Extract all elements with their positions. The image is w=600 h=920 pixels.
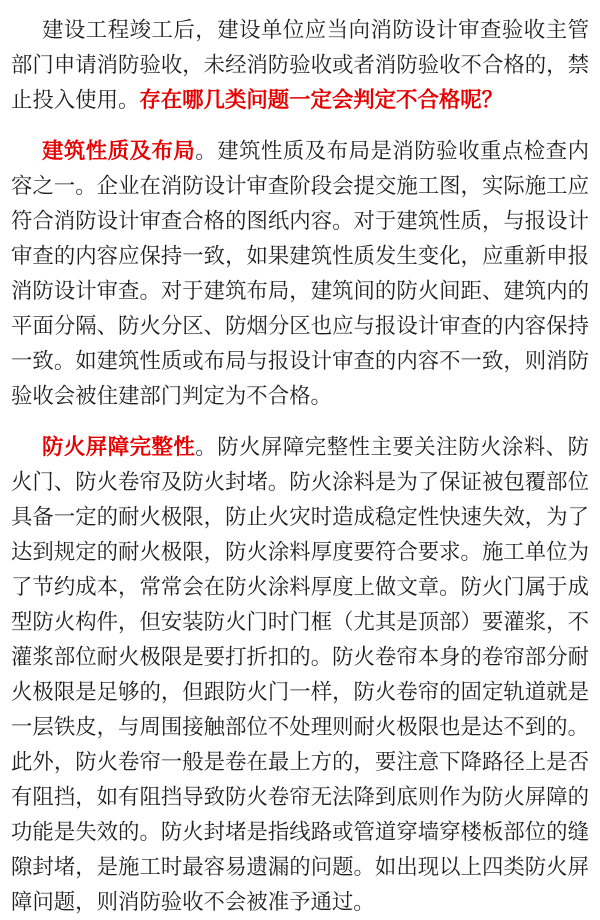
section-body-fire-barrier: 。防火屏障完整性主要关注防火涂料、防火门、防火卷帘及防火封堵。防火涂料是为了保证被包覆部位具备一定的耐火极限，防止火灾时造成稳定性快速失效，为了达到规定的耐火极限，防火涂料厚度要符合要求。施工单位为了节约成本，常常会在防火涂料厚度上做文章。防火门属于成型防火构件，但安装防火门时门框（尤其是顶部）要灌浆，不灌浆部位耐火极限是要打折扣的。防火卷帘本身的卷帘部分耐火极限是足够的，但跟防火门一样，防火卷帘的固定轨道就是一层铁皮，与周围接触部位不处理则耐火极限也是达不到的。此外，防火卷帘一般是卷在最上方的，要注意下降路径上是否有阻挡，如有阻挡导致防火卷帘无法降到底则作为防火屏障的功能是失效的。防火封堵是指线路或管道穿墙穿楼板部位的缝隙封堵，是施工时最容易遗漏的问题。如出现以上四类防火屏障问题，则消防验收不会被准予通过。 — [11, 435, 589, 914]
question-highlight: 存在哪几类问题一定会判定不合格呢？ — [139, 88, 504, 112]
section-heading-fire-barrier: 防火屏障完整性 — [42, 435, 196, 459]
intro-text: 建设工程竣工后，建设单位应当向消防设计审查验收主管部门申请消防验收，未经消防验收或者消防验收不合格的，禁止投入使用。 — [11, 18, 589, 112]
section-heading-building-layout: 建筑性质及布局 — [42, 139, 196, 163]
intro-paragraph — [11, 13, 589, 118]
section-body-building-layout: 。建筑性质及布局是消防验收重点检查内容之一。企业在消防设计审查阶段会提交施工图，实际施工应符合消防设计审查合格的图纸内容。对于建筑性质，与报设计审查的内容应保持一致，如果建筑性质发生变化，应重新申报消防设计审查。对于建筑布局，建筑间的防火间距、建筑内的平面分隔、防火分区、防烟分区也应与报设计审查的内容保持一致。如建筑性质或布局与报设计审查的内容不一致，则消防验收会被住建部门判定为不合格。 — [11, 139, 589, 408]
section-paragraph-fire-barrier — [11, 430, 589, 920]
section-paragraph-building-layout — [11, 134, 589, 414]
